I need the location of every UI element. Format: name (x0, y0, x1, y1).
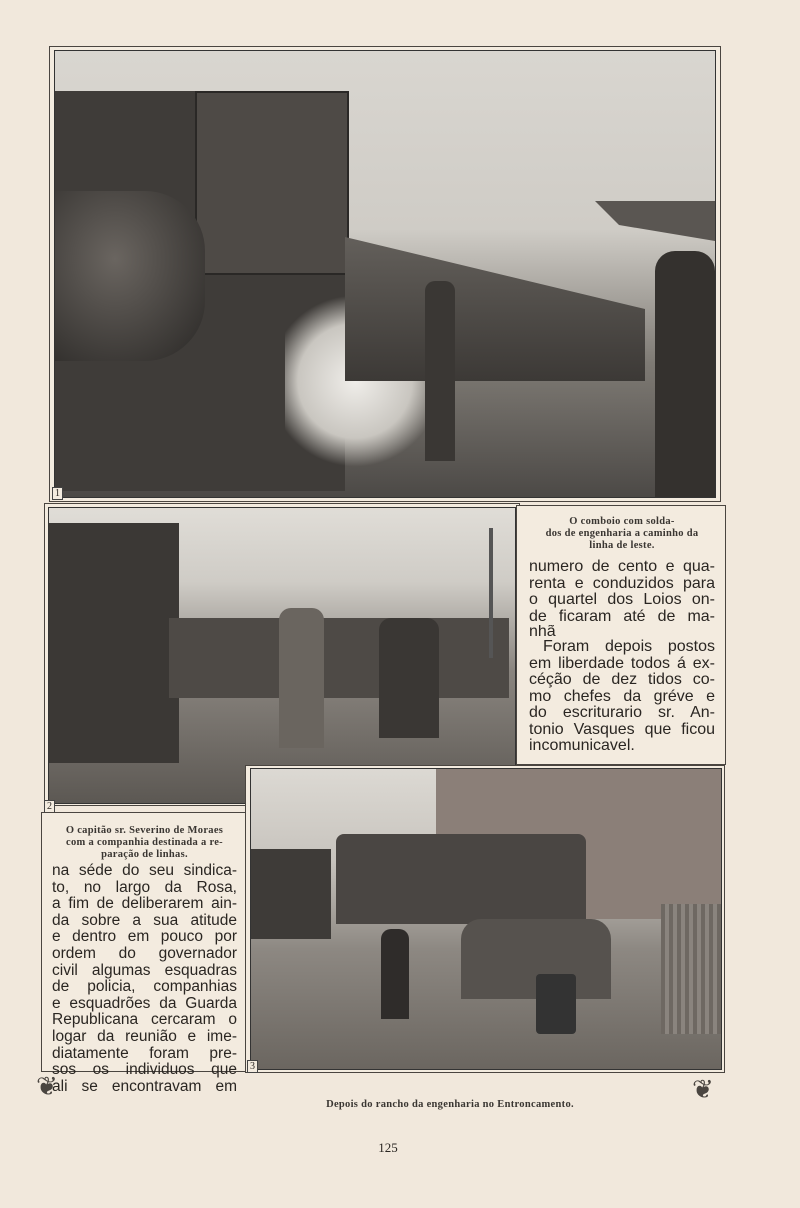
text-line: diatamente foram pre- (52, 1045, 237, 1062)
locomotive (49, 523, 179, 763)
text-line: sos os individuos que (52, 1062, 237, 1079)
train-wagons (345, 201, 645, 381)
platform-roof (595, 201, 715, 241)
man-on-platform (655, 251, 715, 497)
text-line: a fim de deliberarem ain- (52, 896, 237, 913)
article-text (52, 863, 237, 1095)
photo-3-caption: Depois do rancho da engenharia no Entroncamento. (326, 1099, 574, 1110)
photo-captain-with-company (48, 507, 516, 804)
locomotive-cab (195, 91, 349, 275)
fence (661, 904, 721, 1034)
photo-1-caption (529, 516, 715, 552)
text-line: de policia, companhias (52, 979, 237, 996)
text-line: em liberdade todos á ex- (529, 655, 715, 672)
flatbed-wagon (169, 618, 509, 698)
left-text-box (41, 812, 246, 1095)
text-line: do escriturario sr. An- (529, 705, 715, 721)
text-line: renta e conduzidos para (529, 575, 715, 592)
text-line: Foram depois postos (543, 639, 715, 655)
text-line: na séde do seu sindica- (52, 863, 237, 879)
cooking-pot (536, 974, 576, 1034)
text-line: incomunicavel. (529, 738, 635, 754)
standing-man (425, 281, 455, 461)
photo-2-caption (52, 825, 237, 861)
soldier (379, 618, 439, 738)
text-line: Republicana cercaram o (52, 1012, 237, 1029)
right-text-box (516, 505, 726, 765)
caption-line: O comboio com solda- (569, 516, 675, 527)
text-line: o quartel dos Loios on- (529, 592, 715, 608)
text-line: mo chefes da gréve e (529, 688, 715, 705)
caption-line: O capitão sr. Severino de Moraes (65, 825, 224, 836)
page-number: 125 (378, 1140, 398, 1155)
corner-ornament-icon: ❦ (692, 1075, 714, 1104)
text-line: civil algumas esquadras (52, 962, 237, 979)
text-line: da sobre a sua atitude (52, 912, 237, 929)
text-line: de ficaram até de ma- (529, 608, 715, 625)
text-line: numero de cento e qua- (529, 559, 715, 575)
text-line: nhã (529, 625, 556, 639)
soldier (381, 929, 409, 1019)
boiler (55, 191, 205, 361)
article-text-continued (529, 559, 715, 755)
text-line: tonio Vasques que ficou (529, 721, 715, 738)
text-line: logar da reunião e ime- (52, 1028, 237, 1045)
railway-carriage (336, 834, 586, 924)
text-line: ali se encontravam em (52, 1078, 237, 1095)
text-line: to, no largo da Rosa, (52, 879, 237, 896)
photo-number: 2 (44, 800, 55, 813)
text-line: ordem do governador (52, 945, 237, 962)
photo-engineering-mess (250, 768, 722, 1070)
corner-ornament-icon: ❦ (36, 1072, 58, 1101)
caption-line: paração de linhas. (101, 849, 188, 860)
photo-number: 1 (52, 487, 63, 500)
caption-line: com a companhia destinada a re- (66, 837, 223, 848)
caption-line: dos de engenharia a caminho da (545, 528, 699, 539)
lamp-post (489, 528, 493, 658)
caption-line: linha de leste. (589, 540, 655, 551)
text-line: e esquadrões da Guarda (52, 995, 237, 1012)
photo-number: 3 (247, 1060, 258, 1073)
text-line: céção de dez tidos co- (529, 672, 715, 688)
wagon (251, 849, 331, 939)
photo-train-with-soldiers (54, 50, 716, 498)
officer (279, 608, 324, 748)
text-line: e dentro em pouco por (52, 929, 237, 946)
